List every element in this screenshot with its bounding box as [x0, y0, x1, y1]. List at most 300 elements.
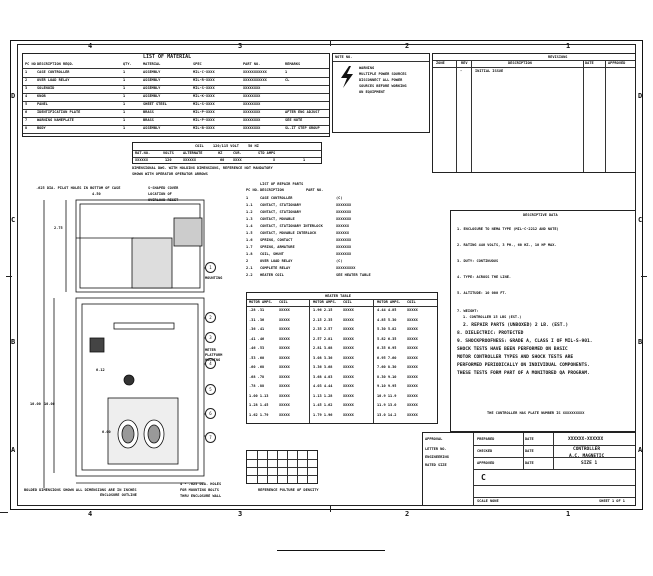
zone-top-2: 2 — [405, 42, 410, 50]
desc-line: PERFORMED PERIODICALLY ON INDIVIDUAL COMPONENTS. — [457, 363, 590, 368]
bom-cell: ASSEMBLY — [143, 126, 161, 130]
dim-10-00-b: 10.00 — [44, 402, 55, 406]
heater-cell: 6.35 6.95 — [377, 346, 397, 350]
repair-part: XXXXXXX — [336, 217, 352, 221]
heater-cell: .31 .36 — [249, 317, 265, 322]
heater-cell: 10.9 11.9 — [377, 393, 397, 398]
repair-parts-list — [246, 182, 396, 286]
repair-desc: CONTACT, STATIONARY INTERLOCK — [260, 224, 323, 228]
repair-part: XXXXXXX — [336, 210, 352, 214]
heater-cell: 4.44 4.85 — [377, 308, 397, 312]
zone-bottom-4: 4 — [88, 510, 93, 518]
heater-cell: XXXXX — [343, 365, 354, 369]
list-of-material-table — [22, 53, 330, 137]
heater-cell: 2.15 2.35 — [313, 317, 333, 322]
desc-line: 5. ALTITUDE: 10 000 FT. — [457, 291, 507, 295]
sg-v5: XXXX — [233, 158, 242, 162]
heater-cell: XXXXX — [343, 374, 354, 379]
bom-header-cell: REMARKS — [285, 62, 301, 66]
label-mount-holes-2: FOR MOUNTING BOLTS — [180, 488, 219, 492]
tb-size: C — [481, 473, 486, 482]
warning-line: MULTIPLE POWER SOURCES — [359, 72, 407, 76]
sg-v1: XXXXXX — [135, 158, 148, 162]
sg-h3: ALTERNATE — [183, 151, 203, 155]
bom-cell: MIL-P-XXXX — [193, 110, 215, 114]
heater-cell: .60 .68 — [249, 365, 265, 369]
panel-label-2: PLATFORM — [205, 353, 223, 357]
bom-cell: XXXXXXXXXXX — [243, 78, 267, 82]
repair-part: XXXXXXX — [336, 238, 352, 242]
balloon-7: 7 — [205, 432, 216, 443]
heater-cell: XXXXX — [343, 346, 354, 350]
dim-2-75: 2.75 — [54, 226, 63, 230]
repair-part: (C) — [336, 259, 343, 263]
bom-header-cell: PC NO — [25, 62, 36, 66]
repair-pc: 2.2 — [246, 273, 253, 277]
bom-rule — [23, 101, 329, 102]
zone-left-a: A — [11, 446, 16, 454]
dim-6-12: 6.12 — [96, 368, 105, 372]
bom-cell: AFTER ENG ADJUST — [285, 110, 320, 114]
heater-cell: 3.36 3.68 — [313, 365, 333, 369]
repair-pc: 1.8 — [246, 252, 253, 256]
bom-cell: XXXXXXXX — [243, 102, 261, 106]
center-mark-right — [641, 276, 647, 277]
zone-right-a: A — [638, 446, 643, 454]
zone-top-4: 4 — [88, 42, 93, 50]
bom-cell: 4 — [25, 94, 28, 98]
tb-left-2: LETTER NO. — [425, 447, 447, 451]
repair-header-desc: DESCRIPTION — [260, 188, 284, 192]
desc-line: 8. DIELECTRIC: PROTECTED — [457, 331, 524, 336]
repair-part: XXXXXXX — [336, 252, 352, 256]
zone-right-d: D — [638, 92, 643, 100]
label-cover: S-SHAPED COVER — [148, 186, 179, 190]
sg-v6: X — [273, 158, 276, 162]
repair-desc: HEATER COIL — [260, 273, 284, 277]
bom-header-cell: SPEC — [193, 62, 202, 66]
heater-header: COIL — [407, 300, 416, 304]
heater-cell: XXXXX — [407, 393, 418, 398]
heater-divider — [373, 299, 374, 423]
bom-cell: CL — [285, 78, 290, 82]
tb-left-3: ENGINEERING — [425, 455, 449, 459]
repair-pc: 2.1 — [246, 266, 253, 270]
heater-cell: XXXXX — [279, 403, 290, 407]
repair-part: SEE HEATER TABLE — [336, 273, 371, 277]
bom-cell: MIL-P-XXXX — [193, 118, 215, 122]
center-mark-bottom — [330, 506, 331, 512]
repair-pc: 1 — [246, 196, 249, 200]
zone-right-c: C — [638, 216, 643, 224]
heater-cell: .68 .78 — [249, 374, 265, 379]
label-mount-holes-1: 4 - .625 DIA. HOLES — [180, 482, 222, 486]
sg-v3: XXXXXX — [183, 158, 196, 162]
heater-cell: 1.79 1.96 — [313, 412, 333, 417]
sg-h1: RAT.NO. — [135, 151, 151, 155]
heater-cell: 5.30 5.82 — [377, 327, 397, 331]
heater-cell: XXXXX — [279, 355, 290, 360]
tb-sheet: SHEET 1 OF 1 — [599, 499, 625, 503]
warning-line: ON EQUIPMENT — [359, 90, 385, 94]
heater-cell: XXXXX — [279, 308, 290, 312]
tb-approved: APPROVED — [477, 461, 495, 465]
bom-rule — [23, 93, 329, 94]
desc-line: 7. WEIGHT: — [457, 309, 479, 313]
heater-cell: XXXXX — [407, 412, 418, 417]
label-overload-reset: OVERLOAD RESET — [148, 198, 179, 202]
panel-label-3: HOUSING — [205, 358, 221, 362]
repair-part: XXXXXXX — [336, 245, 352, 249]
heater-cell: .36 .41 — [249, 327, 265, 331]
bom-cell: 1 — [285, 70, 288, 74]
warning-line: DISCONNECT ALL POWER — [359, 78, 403, 82]
zone-bottom-2: 2 — [405, 510, 410, 518]
repair-pc: 1.3 — [246, 217, 253, 221]
heater-cell: XXXXX — [407, 374, 418, 379]
tb-left-1: APPROVAL — [425, 437, 443, 441]
tb-left-4: RATED SIZE — [425, 463, 447, 467]
heater-cell: XXXXX — [407, 317, 418, 322]
repair-desc: CONTACT, MOVABLE — [260, 217, 295, 221]
zone-left-b: B — [11, 338, 16, 346]
heater-cell: XXXXX — [279, 393, 290, 398]
desc-footer: THE CONTROLLER HAS PLATE NUMBER IS XXXXXXXXXX — [487, 411, 585, 415]
rev-row-description: INITIAL ISSUE — [475, 69, 504, 73]
heater-cell: XXXXX — [407, 308, 418, 312]
bom-cell: 1 — [123, 102, 126, 106]
center-mark-top — [330, 40, 331, 46]
bom-cell: XXXXXXXX — [243, 118, 261, 122]
repair-part: XXXXXX — [336, 224, 349, 228]
heater-cell: XXXXX — [343, 327, 354, 331]
label-enclosure-outline: ENCLOSURE OUTLINE — [100, 493, 137, 497]
bom-cell: ASSEMBLY — [143, 94, 161, 98]
heater-cell: 1.96 2.15 — [313, 308, 333, 312]
repair-desc: COMPLETE RELAY — [260, 266, 291, 270]
repair-header-part: PART NO. — [306, 188, 324, 192]
heater-cell: XXXXX — [407, 365, 418, 369]
tb-company: XXXXXX-XXXXXX — [568, 437, 604, 442]
bom-rule — [23, 133, 329, 134]
desc-line: 1. ENCLOSURE TO NEMA TYPE (MIL-C-2212 AND NOTE) — [457, 227, 559, 231]
density-grid-table — [246, 450, 318, 484]
bom-cell: MIL-C-XXXX — [193, 70, 215, 74]
heater-cell: 5.82 6.35 — [377, 336, 397, 341]
bom-cell: 1 — [123, 126, 126, 130]
heater-cell: XXXXX — [407, 403, 418, 407]
desc-line: 4. TYPE: ACROSS THE LINE. — [457, 275, 512, 279]
tb-date-3: DATE — [525, 461, 534, 465]
desc-line: MOTOR CONTROLLER TYPES AND SHOCK TESTS ARE — [457, 355, 574, 360]
repair-pc: 1.6 — [246, 238, 253, 242]
balloon-4: 4 — [205, 358, 216, 369]
bom-cell: 1 — [123, 110, 126, 114]
descriptive-data-block — [450, 210, 636, 432]
heater-cell: XXXXX — [279, 374, 290, 379]
heater-cell: 13.0 14.2 — [377, 412, 397, 417]
bom-cell: MIL-B-XXXX — [193, 126, 215, 130]
heater-cell: XXXXX — [343, 403, 354, 407]
repair-desc: CASE CONTROLLER — [260, 196, 293, 200]
heater-cell: 2.57 2.81 — [313, 336, 333, 341]
heater-table — [246, 292, 438, 424]
sg-h6: STD AMPS — [258, 151, 276, 155]
heater-cell: XXXXX — [279, 336, 290, 341]
heater-cell: XXXXX — [279, 346, 290, 350]
bom-cell: BODY — [37, 126, 46, 130]
bom-cell: PANEL — [37, 102, 48, 106]
bom-cell: 2 — [25, 78, 28, 82]
rev-header-approved: APPROVED — [608, 61, 626, 65]
panel-label-1: METER — [205, 348, 216, 352]
heater-cell: 8.30 9.10 — [377, 374, 397, 379]
heater-header: COIL — [343, 300, 352, 304]
heater-cell: XXXXX — [407, 336, 418, 341]
bom-cell: MIL-R-XXXX — [193, 78, 215, 82]
repair-part: XXXXXXXXX — [336, 266, 356, 270]
bom-cell: ASSEMBLY — [143, 78, 161, 82]
bom-cell: SHEET STEEL — [143, 102, 167, 106]
label-mount-holes-3: THRU ENCLOSURE WALL — [180, 494, 222, 498]
heater-cell: 4.85 5.30 — [377, 317, 397, 322]
label-pilot-holes: .625 DIA. PILOT HOLES IN BOTTOM OF CASE — [36, 186, 121, 190]
rev-row-rev: - — [460, 69, 463, 73]
note-box-title: NOTE NO. — [335, 55, 353, 59]
dim-6-00: 6.00 — [102, 430, 111, 434]
bom-cell: MIL-K-XXXX — [193, 94, 215, 98]
heater-header: MOTOR AMPS. — [313, 300, 337, 304]
zone-right-b: B — [638, 338, 643, 346]
desc-line: SHOCK TESTS HAVE BEEN PERFORMED ON BASIC — [457, 347, 568, 352]
heater-cell: 1.00 1.13 — [249, 393, 269, 398]
heater-cell: XXXXX — [343, 393, 354, 398]
repair-desc: CONTACT, STATIONARY — [260, 203, 302, 207]
zone-bottom-3: 3 — [238, 510, 243, 518]
rev-header-description: DESCRIPTION — [508, 61, 532, 65]
heater-header: MOTOR AMPS. — [377, 300, 401, 304]
heater-cell: 1.28 1.45 — [249, 403, 269, 407]
page-footer-rule — [277, 550, 385, 551]
bom-cell: 1 — [123, 86, 126, 90]
bom-cell: 8 — [25, 126, 28, 130]
heater-cell: 3.08 3.36 — [313, 355, 333, 360]
revisions-table — [432, 53, 636, 173]
heater-cell: 9.10 9.95 — [377, 384, 397, 388]
bom-cell: XXXXXXXX — [243, 94, 261, 98]
bom-cell: 1 — [25, 70, 28, 74]
heater-cell: XXXXX — [343, 317, 354, 322]
tb-title-3: SIZE 1 — [581, 461, 598, 466]
warning-note-box — [332, 53, 430, 133]
desc-line: THESE TESTS FORM PART OF A MONITORED QA PROGRAM. — [457, 371, 590, 376]
bom-cell: SOLENOID — [37, 86, 55, 90]
heater-divider — [309, 299, 310, 423]
zone-left-d: D — [11, 92, 16, 100]
heater-header: MOTOR AMPS. — [249, 300, 273, 304]
bom-cell: MIL-S-XXXX — [193, 102, 215, 106]
bom-cell: XXXXXXXX — [243, 86, 261, 90]
bom-cell: 7 — [25, 118, 28, 122]
repair-desc: CONTACT, STATIONARY — [260, 210, 302, 214]
lightning-warning-icon — [339, 66, 355, 88]
bom-cell: 5 — [25, 102, 28, 106]
heater-cell: XXXXX — [279, 412, 290, 417]
bom-rule — [23, 125, 329, 126]
bom-cell: 1 — [123, 70, 126, 74]
repair-part: (C) — [336, 196, 343, 200]
warning-line: WARNING — [359, 66, 375, 70]
repair-header-pc: PC NO. — [246, 188, 259, 192]
bom-cell: BRASS — [143, 110, 154, 114]
heater-header: COIL — [279, 300, 288, 304]
heater-cell: 6.95 7.60 — [377, 355, 397, 360]
bom-cell: 1 — [123, 118, 126, 122]
repair-pc: 1.1 — [246, 203, 253, 207]
bom-cell: XXXXXXXXXXX — [243, 70, 267, 74]
heater-cell: .53 .60 — [249, 355, 265, 360]
tb-checked: CHECKED — [477, 449, 493, 453]
heater-cell: 11.9 13.0 — [377, 403, 397, 407]
heater-cell: XXXXX — [343, 308, 354, 312]
grid-note: REFERENCE PULTURE OF DENSITY — [258, 488, 319, 492]
center-mark-left — [6, 276, 12, 277]
heater-cell: 3.68 4.03 — [313, 374, 333, 379]
bom-cell: MIL-S-XXXX — [193, 86, 215, 90]
heater-rule — [247, 306, 437, 307]
tb-date-1: DATE — [525, 437, 534, 441]
desc-line: 2. RATING 440 VOLTS, 3 PH., 60 HZ., 10 HP MAX. — [457, 243, 557, 247]
bom-cell: 6 — [25, 110, 28, 114]
heater-cell: XXXXX — [407, 346, 418, 350]
desc-line: 1. CONTROLLER 15 LBS (EST.) — [463, 315, 522, 319]
repair-part: XXXXXXX — [336, 203, 352, 207]
zone-top-3: 3 — [238, 42, 243, 50]
sg-v7: 1 — [303, 158, 306, 162]
desc-line: 2. REPAIR PARTS (UNBOXED) 2 LB. (EST.) — [463, 323, 569, 328]
balloon-3: 3 — [205, 332, 216, 343]
title-block — [422, 432, 636, 506]
tb-title-1: CONTROLLER — [573, 447, 601, 452]
heater-title: HEATER TABLE — [325, 294, 351, 298]
bom-cell: CASE CONTROLLER — [37, 70, 70, 74]
desc-line: 9. SHOCKPROOFNESS: GRADE A, CLASS I OF MIL-S-901. — [457, 339, 593, 344]
heater-cell: XXXXX — [343, 336, 354, 341]
dim-note-1: DIMENSIONAL DWG. WITH HOLDING DIMENSIONS, REFERENCE NOT MANDATORY — [132, 166, 273, 170]
repair-desc: SPRING, ARMATURE — [260, 245, 295, 249]
bom-cell: OVER LOAD RELAY — [37, 78, 70, 82]
heater-cell: XXXXX — [407, 384, 418, 388]
repair-desc: COIL, SHUNT — [260, 252, 284, 256]
zone-top-1: 1 — [566, 42, 571, 50]
sg-h2: VOLTS — [163, 151, 174, 155]
repair-desc: CONTACT, MOVABLE INTERLOCK — [260, 231, 317, 235]
crop-mark — [0, 512, 8, 513]
short-guide-table — [132, 142, 322, 164]
heater-cell: XXXXX — [407, 355, 418, 360]
revisions-title: REVISIONS — [548, 55, 568, 59]
bom-title: LIST OF MATERIAL — [143, 54, 192, 60]
tb-scale: SCALE NONE — [477, 499, 499, 503]
bom-cell: SEE NOTE — [285, 118, 303, 122]
bom-rule — [23, 68, 329, 69]
heater-cell: .78 .88 — [249, 384, 265, 388]
bom-header-cell: PART NO. — [243, 62, 261, 66]
repair-pc: 1.4 — [246, 224, 253, 228]
heater-cell: XXXXX — [407, 327, 418, 331]
heater-cell: XXXXX — [279, 327, 290, 331]
label-width: 4.50 — [92, 192, 101, 196]
heater-cell: XXXXX — [343, 384, 354, 388]
desc-line: 3. DUTY: CONTINUOUS — [457, 259, 499, 263]
balloon-1: 1 — [205, 262, 216, 273]
bom-cell: WARNING NAMEPLATE — [37, 118, 74, 122]
repair-pc: 1.7 — [246, 245, 253, 249]
heater-cell: XXXXX — [343, 412, 354, 417]
dim-10-00-a: 10.00 — [30, 402, 41, 406]
heater-cell: 1.13 1.28 — [313, 393, 333, 398]
balloon-5: 5 — [205, 384, 216, 395]
repair-part: XXXXXX — [336, 231, 349, 235]
balloon-6: 6 — [205, 408, 216, 419]
sg-h4: HZ — [218, 151, 223, 155]
sg-coil: COIL — [195, 144, 204, 148]
sg-v2: 120 — [165, 158, 172, 162]
tb-title-2: A.C. MAGNETIC — [569, 454, 605, 459]
heater-cell: 2.81 3.08 — [313, 346, 333, 350]
warning-line: SOURCES BEFORE WORKING — [359, 84, 407, 88]
sg-hz: 50 HZ — [248, 144, 259, 148]
repair-pc: 1.2 — [246, 210, 253, 214]
label-location: LOCATION OF — [148, 192, 172, 196]
repair-pc: 1.5 — [246, 231, 253, 235]
bom-header-cell: MATERIAL — [143, 62, 161, 66]
bom-cell: ASSEMBLY — [143, 86, 161, 90]
bom-cell: XXXXXXXX — [243, 110, 261, 114]
label-bolded-dims: BOLDED DIMENSIONS SHOWN ALL DIMENSIONS ARE IN INCHES — [24, 488, 137, 492]
dim-note-2: SHOWN WITH OPERATOR OPERATOR ARROWS — [132, 172, 208, 176]
zone-left-c: C — [11, 216, 16, 224]
heater-cell: 1.45 1.62 — [313, 403, 333, 407]
heater-cell: .41 .46 — [249, 336, 265, 341]
bom-cell: KNOB — [37, 94, 46, 98]
heater-cell: .28 .31 — [249, 308, 265, 312]
bom-rule — [23, 85, 329, 86]
heater-cell: 1.62 1.79 — [249, 412, 269, 417]
bom-cell: 3 — [25, 86, 28, 90]
bom-cell: SL.IT STEP GROUP — [285, 126, 320, 130]
heater-cell: 2.35 2.57 — [313, 327, 333, 331]
heater-cell: XXXXX — [279, 317, 290, 322]
rev-header-zone: ZONE — [436, 61, 445, 65]
bom-cell: XXXXXXXX — [243, 126, 261, 130]
bom-header-cell: DESCRIPTION REQD. — [37, 62, 74, 66]
repair-title: LIST OF REPAIR PARTS — [260, 182, 304, 186]
label-mounting: MOUNTING — [205, 276, 223, 280]
heater-cell: 7.60 8.30 — [377, 365, 397, 369]
heater-cell: 4.03 4.44 — [313, 384, 333, 388]
bom-cell: 1 — [123, 94, 126, 98]
heater-cell: .46 .53 — [249, 346, 265, 350]
sg-volt: 120/115 VOLT — [213, 144, 239, 148]
balloon-2: 2 — [205, 312, 216, 323]
heater-cell: XXXXX — [279, 365, 290, 369]
repair-pc: 2 — [246, 259, 249, 263]
bom-cell: BRASS — [143, 118, 154, 122]
bom-header-cell: QTY. — [123, 62, 132, 66]
bom-cell: 1 — [123, 78, 126, 82]
tb-prepared: PREPARED — [477, 437, 495, 441]
